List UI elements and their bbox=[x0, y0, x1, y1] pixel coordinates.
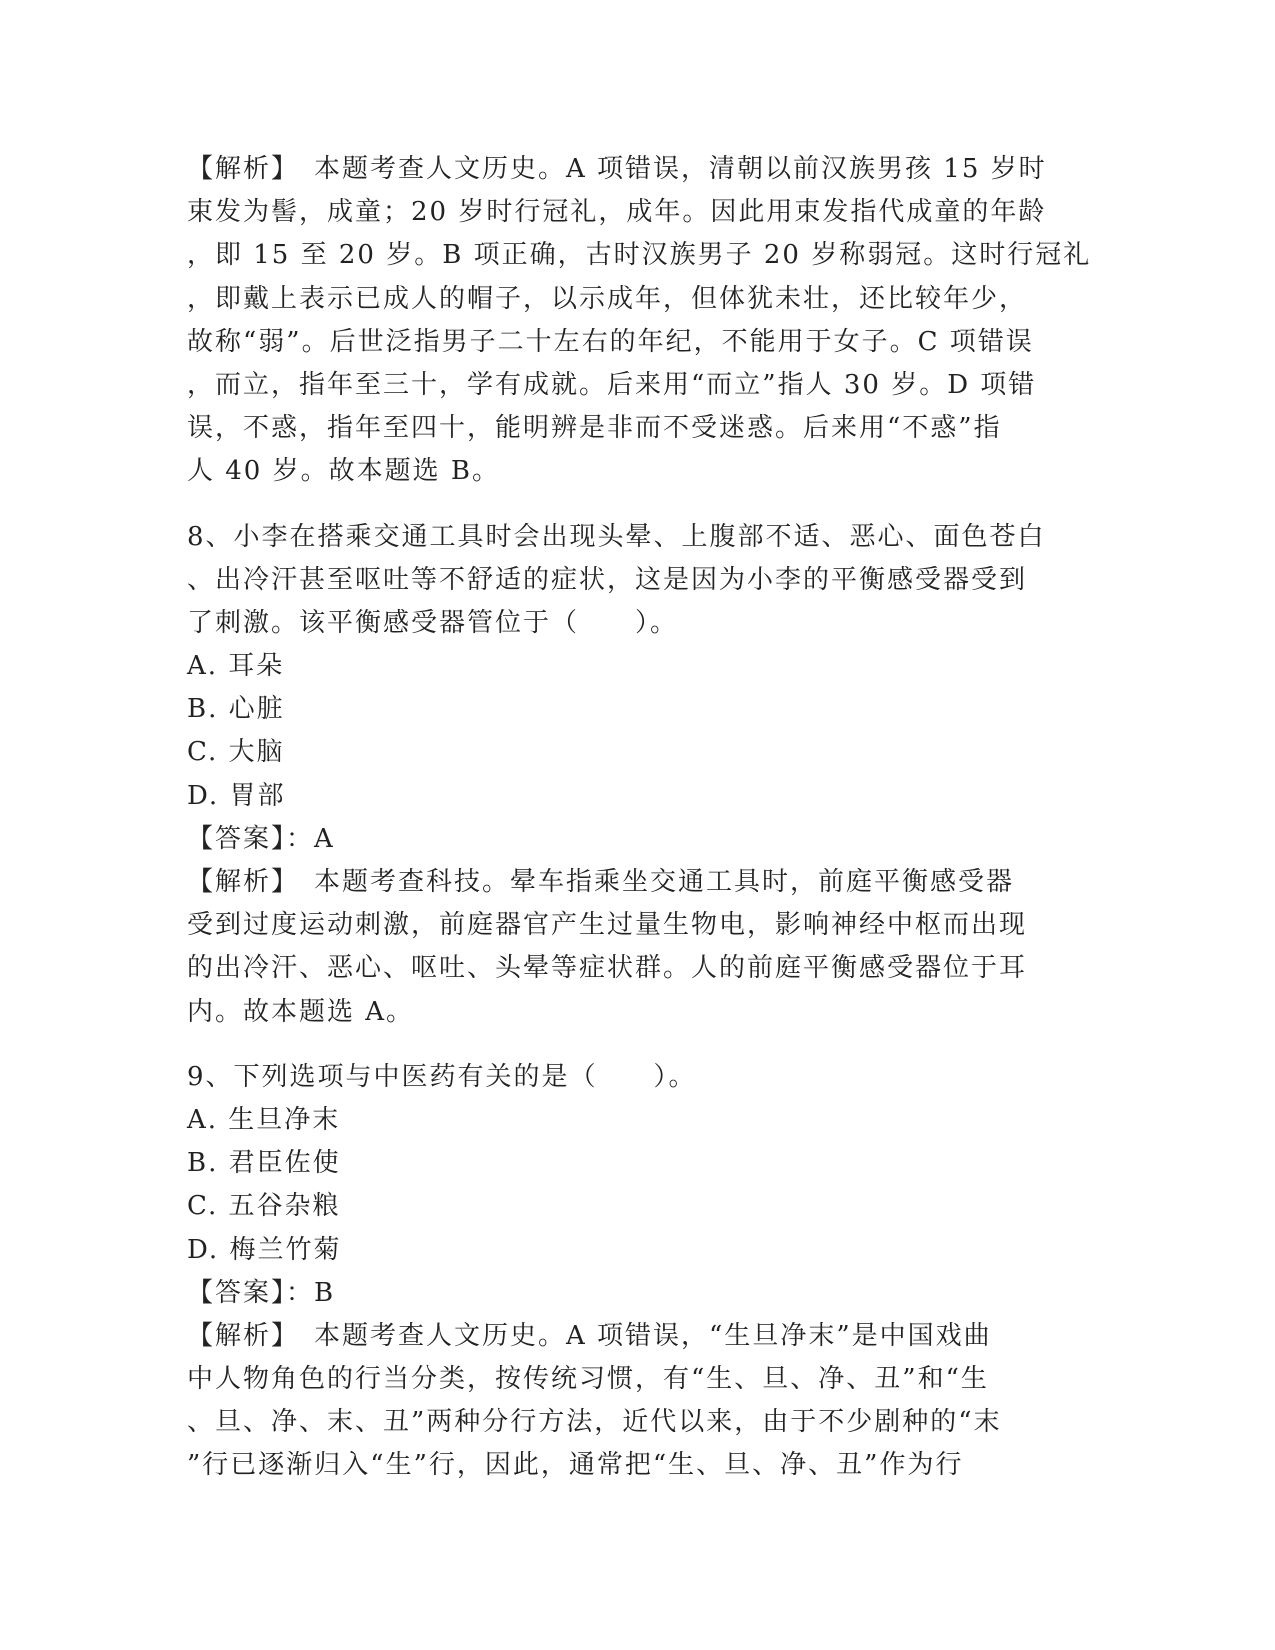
analysis-line: 【解析】 本题考查人文历史。A 项错误，清朝以前汉族男孩 15 岁时 bbox=[187, 154, 1047, 184]
option-d: D. 胃部 bbox=[187, 780, 286, 811]
analysis-line: 、旦、净、末、丑”两种分行方法，近代以来，由于不少剧种的“末 bbox=[187, 1407, 1002, 1438]
question-stem-line: 8、小李在搭乘交通工具时会出现头晕、上腹部不适、恶心、面色苍白 bbox=[187, 521, 1046, 552]
question-stem-line: 了刺激。该平衡感受器管位于（ ）。 bbox=[187, 607, 679, 638]
analysis-line: 【解析】 本题考查人文历史。A 项错误，“生旦净末”是中国戏曲 bbox=[187, 1320, 992, 1351]
answer-line: 【答案】：A bbox=[187, 823, 335, 854]
question-9 bbox=[187, 1056, 1087, 1488]
analysis-prev-question bbox=[187, 148, 1092, 494]
question-8 bbox=[187, 516, 1087, 1034]
analysis-line: ，而立，指年至三十，学有成就。后来用“而立”指人 30 岁。D 项错 bbox=[187, 369, 1037, 400]
option-d: D. 梅兰竹菊 bbox=[187, 1234, 342, 1265]
option-b: B. 君臣佐使 bbox=[187, 1148, 341, 1179]
analysis-line: 人 40 岁。故本题选 B。 bbox=[187, 456, 500, 487]
analysis-line: ，即戴上表示已成人的帽子，以示成年，但体犹未壮，还比较年少， bbox=[187, 283, 1028, 314]
option-a: A. 耳朵 bbox=[187, 651, 285, 682]
analysis-line: 内。故本题选 A。 bbox=[187, 996, 415, 1027]
analysis-line: 束发为髻，成童；20 岁时行冠礼，成年。因此用束发指代成童的年龄 bbox=[187, 197, 1047, 228]
option-a: A. 生旦净末 bbox=[187, 1104, 341, 1135]
analysis-line: ”行已逐渐归入“生”行，因此，通常把“生、旦、净、丑”作为行 bbox=[187, 1450, 964, 1481]
answer-line: 【答案】：B bbox=[187, 1277, 336, 1308]
spacer bbox=[187, 494, 1087, 516]
document-content bbox=[187, 148, 1092, 1488]
option-b: B. 心脏 bbox=[187, 694, 285, 725]
analysis-line: ，即 15 至 20 岁。B 项正确，古时汉族男子 20 岁称弱冠。这时行冠礼 bbox=[187, 240, 1092, 271]
analysis-line: 中人物角色的行当分类，按传统习惯，有“生、旦、净、丑”和“生 bbox=[187, 1364, 989, 1395]
analysis-line: 【解析】 本题考查科技。晕车指乘坐交通工具时，前庭平衡感受器 bbox=[187, 867, 1015, 897]
analysis-line: 故称“弱”。后世泛指男子二十左右的年纪，不能用于女子。C 项错误 bbox=[187, 326, 1034, 357]
analysis-line: 的出冷汗、恶心、呕吐、头晕等症状群。人的前庭平衡感受器位于耳 bbox=[187, 953, 1028, 984]
option-c: C. 大脑 bbox=[187, 737, 285, 768]
spacer bbox=[187, 1034, 1087, 1056]
option-c: C. 五谷杂粮 bbox=[187, 1191, 341, 1222]
analysis-line: 误，不惑，指年至四十，能明辨是非而不受迷惑。后来用“不惑”指 bbox=[187, 413, 1002, 444]
question-stem-line: 9、下列选项与中医药有关的是（ ）。 bbox=[187, 1061, 697, 1092]
analysis-line: 受到过度运动刺激，前庭器官产生过量生物电，影响神经中枢而出现 bbox=[187, 910, 1028, 941]
question-stem-line: 、出冷汗甚至呕吐等不舒适的症状，这是因为小李的平衡感受器受到 bbox=[187, 564, 1028, 595]
